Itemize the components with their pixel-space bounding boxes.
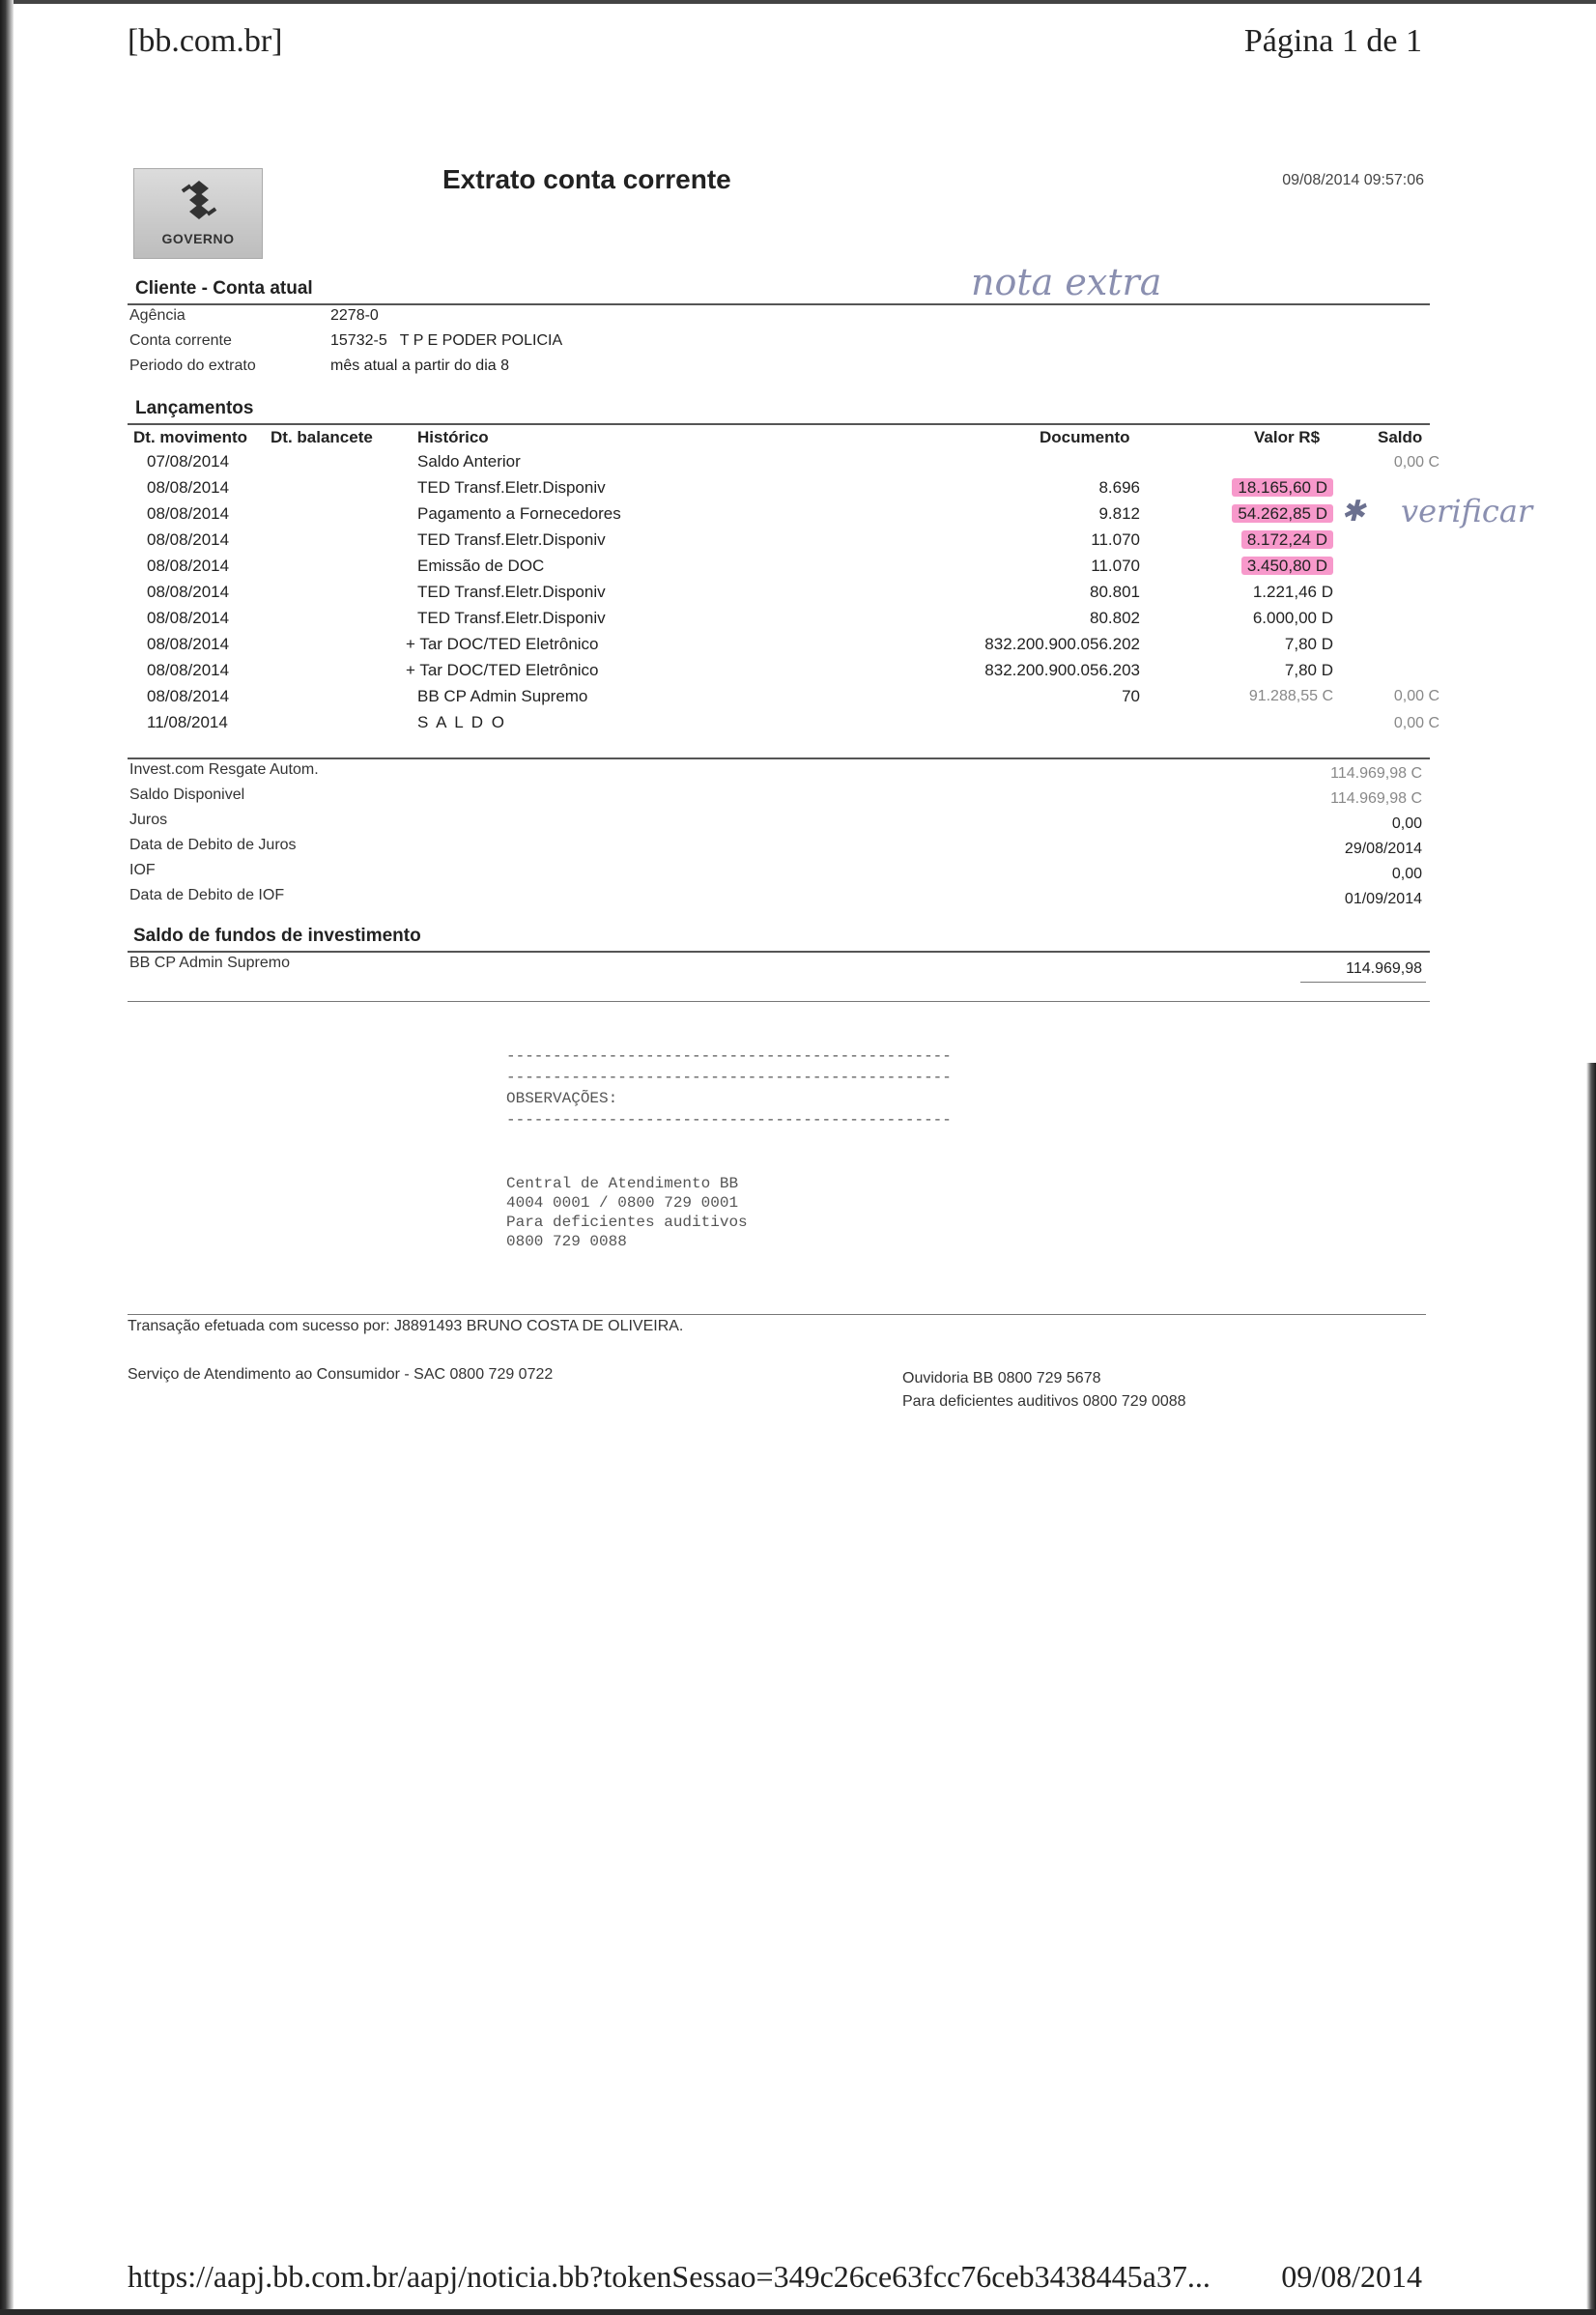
cell-saldo: 0,00 C [1393, 715, 1439, 731]
highlight-marker: 18.165,60 D [1232, 478, 1333, 497]
print-header-site: [bb.com.br] [128, 23, 283, 59]
summary-label: Data de Debito de Juros [129, 837, 297, 853]
summary-value: 0,00 [1391, 866, 1422, 882]
statement-datetime: 09/08/2014 09:57:06 [1282, 172, 1424, 188]
print-footer-url: https://aapj.bb.com.br/aapj/noticia.bb?tokenSessao=349c26ce63fcc76ceb3438445a37... [128, 2259, 1211, 2294]
sac-text: Serviço de Atendimento ao Consumidor - SAC 0800 729 0722 [128, 1366, 554, 1383]
cell-historico: S A L D O [417, 713, 507, 731]
bb-logo-icon [176, 179, 222, 223]
cell-historico: TED Transf.Eletr.Disponiv [417, 530, 606, 549]
col-header-valor: Valor R$ [1254, 428, 1321, 446]
handwritten-note-side: verificar [1401, 493, 1533, 529]
cell-dt: 08/08/2014 [147, 687, 230, 705]
col-header-dt-movimento: Dt. movimento [133, 428, 248, 446]
cell-valor: 91.288,55 C [1248, 688, 1333, 704]
print-footer-date: 09/08/2014 [1281, 2259, 1422, 2294]
cell-documento: 80.801 [1090, 583, 1140, 601]
divider [128, 757, 1430, 759]
page-title: Extrato conta corrente [442, 164, 731, 194]
scan-edge-left [0, 0, 14, 2315]
highlight-marker: 54.262,85 D [1232, 504, 1333, 523]
field-value-agencia: 2278-0 [330, 307, 379, 324]
dash-line: ------------------------------------------------ [506, 1069, 952, 1086]
field-value-periodo: mês atual a partir do dia 8 [330, 357, 509, 374]
divider [128, 423, 1430, 425]
cell-valor-highlighted [1159, 557, 1333, 576]
divider [1300, 982, 1426, 983]
summary-value: 0,00 [1391, 815, 1422, 832]
summary-label: IOF [129, 862, 156, 878]
cell-dt: 11/08/2014 [147, 713, 228, 731]
highlight-marker: 3.450,80 D [1241, 557, 1333, 575]
fund-value: 114.969,98 [1346, 960, 1422, 977]
divider [128, 1001, 1430, 1002]
ouvidoria-text: Ouvidoria BB 0800 729 5678 [902, 1370, 1101, 1386]
summary-label: Invest.com Resgate Autom. [129, 761, 319, 778]
cell-historico: TED Transf.Eletr.Disponiv [417, 478, 606, 497]
summary-label: Juros [129, 812, 168, 828]
scan-edge-bottom [0, 2309, 1596, 2315]
cell-valor: 6.000,00 D [1252, 609, 1333, 627]
scan-edge-top [0, 0, 1596, 4]
cell-historico: Saldo Anterior [417, 452, 521, 471]
cell-dt: 08/08/2014 [147, 635, 230, 653]
cell-valor: 7,80 D [1284, 661, 1333, 679]
cell-documento: 80.802 [1090, 609, 1140, 627]
cell-dt: 08/08/2014 [147, 583, 230, 601]
cell-valor-highlighted [1159, 530, 1333, 550]
summary-value: 01/09/2014 [1344, 891, 1422, 907]
central-line: Para deficientes auditivos [506, 1214, 748, 1231]
cell-dt: 08/08/2014 [147, 478, 230, 497]
section-title-lancamentos: Lançamentos [135, 398, 254, 418]
central-line: 4004 0001 / 0800 729 0001 [506, 1194, 739, 1212]
cell-historico: + Tar DOC/TED Eletrônico [406, 661, 599, 679]
central-line: 0800 729 0088 [506, 1233, 627, 1250]
field-value-conta: 15732-5 T P E PODER POLICIA [330, 332, 563, 349]
cell-documento: 832.200.900.056.203 [984, 661, 1140, 679]
cell-historico: TED Transf.Eletr.Disponiv [417, 583, 606, 601]
dash-line: ------------------------------------------------ [506, 1111, 952, 1129]
summary-label: Data de Debito de IOF [129, 887, 285, 903]
cell-documento: 9.812 [1098, 504, 1140, 523]
field-label-conta: Conta corrente [129, 332, 232, 349]
cell-historico: BB CP Admin Supremo [417, 687, 588, 705]
col-header-historico: Histórico [417, 428, 489, 446]
cell-dt: 07/08/2014 [147, 452, 230, 471]
print-header-page-number: Página 1 de 1 [1243, 23, 1422, 59]
cell-saldo: 0,00 C [1393, 454, 1439, 471]
divider [128, 951, 1430, 953]
summary-value: 114.969,98 C [1330, 790, 1422, 807]
cell-historico: + Tar DOC/TED Eletrônico [406, 635, 599, 653]
divider [128, 303, 1430, 305]
cell-dt: 08/08/2014 [147, 504, 230, 523]
cell-documento: 70 [1122, 687, 1140, 705]
field-label-periodo: Periodo do extrato [129, 357, 256, 374]
cell-documento: 8.696 [1098, 478, 1140, 497]
col-header-documento: Documento [1040, 428, 1130, 446]
cell-dt: 08/08/2014 [147, 609, 230, 627]
logo-caption: GOVERNO [161, 231, 235, 246]
cell-historico: TED Transf.Eletr.Disponiv [417, 609, 606, 627]
cell-documento: 11.070 [1091, 530, 1140, 549]
divider [128, 1314, 1426, 1315]
cell-dt: 08/08/2014 [147, 557, 230, 575]
cell-saldo: 0,00 C [1393, 688, 1439, 704]
col-header-saldo: Saldo [1378, 428, 1423, 446]
summary-value: 29/08/2014 [1344, 841, 1422, 857]
cell-dt: 08/08/2014 [147, 661, 230, 679]
cell-documento: 11.070 [1091, 557, 1140, 575]
cell-historico: Pagamento a Fornecedores [417, 504, 621, 523]
handwritten-note-top: nota extra [971, 261, 1162, 303]
transacao-text: Transação efetuada com sucesso por: J8891493 BRUNO COSTA DE OLIVEIRA. [128, 1318, 684, 1334]
central-line: Central de Atendimento BB [506, 1175, 739, 1192]
cell-documento: 832.200.900.056.202 [984, 635, 1140, 653]
summary-value: 114.969,98 C [1330, 765, 1422, 782]
cell-historico: Emissão de DOC [417, 557, 545, 575]
field-label-agencia: Agência [129, 307, 185, 324]
col-header-dt-balancete: Dt. balancete [271, 428, 373, 446]
summary-label: Saldo Disponivel [129, 786, 245, 803]
ouvidoria-deficientes-text: Para deficientes auditivos 0800 729 0088 [902, 1393, 1186, 1410]
dash-line: ------------------------------------------------ [506, 1047, 952, 1065]
highlight-marker: 8.172,24 D [1241, 530, 1333, 549]
fund-name: BB CP Admin Supremo [129, 955, 291, 971]
section-title-cliente: Cliente - Conta atual [135, 278, 313, 299]
cell-valor: 7,80 D [1284, 635, 1333, 653]
cell-valor: 1.221,46 D [1252, 583, 1333, 601]
handwritten-star: ✱ [1341, 495, 1366, 529]
scan-edge-right [1586, 1063, 1596, 2315]
observacoes-label: OBSERVAÇÕES: [506, 1090, 618, 1107]
section-title-fundos: Saldo de fundos de investimento [133, 926, 421, 946]
cell-valor-highlighted [1159, 478, 1333, 498]
bb-governo-logo [133, 168, 263, 259]
cell-dt: 08/08/2014 [147, 530, 230, 549]
cell-valor-highlighted [1159, 504, 1333, 524]
